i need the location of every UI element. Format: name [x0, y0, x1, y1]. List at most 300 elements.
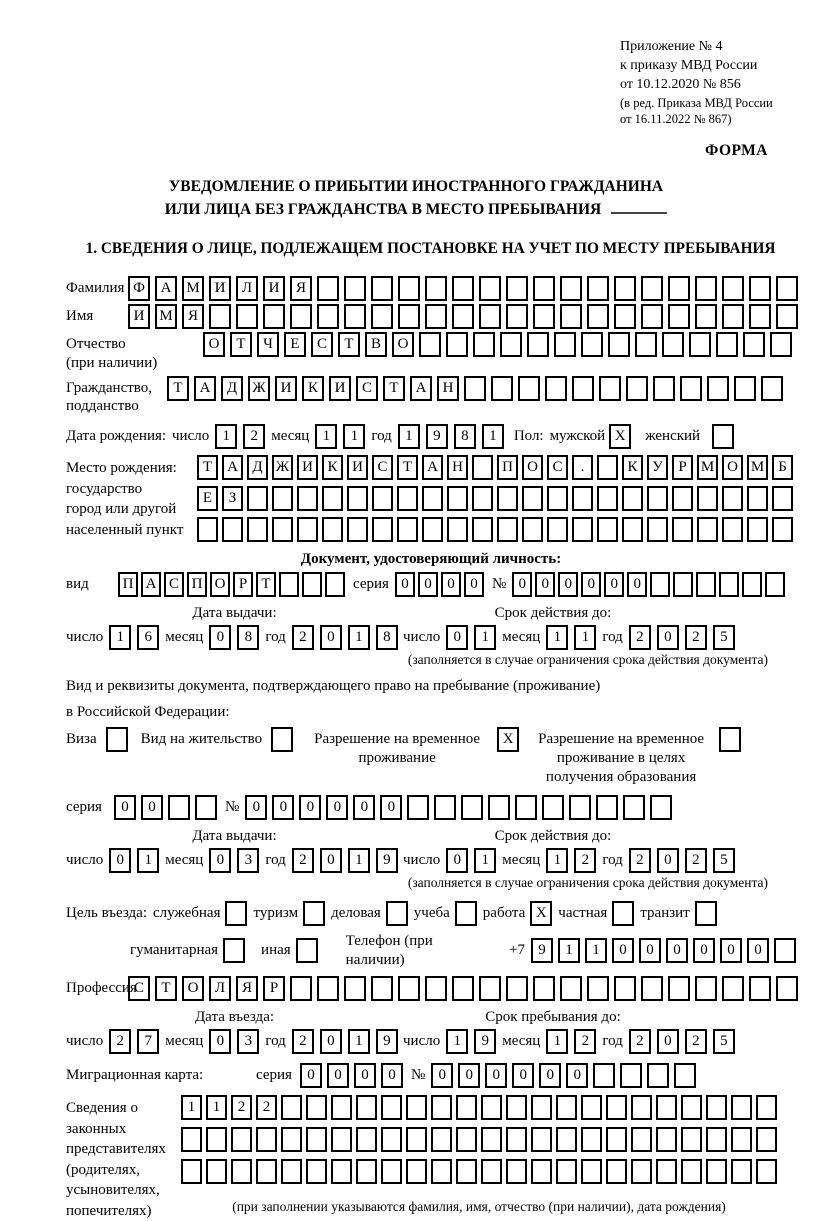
representatives-caption: (при заполнении указываются фамилия, имя, отчество (при наличии), дата рождения): [232, 1199, 726, 1215]
entry-month-cells: [209, 1029, 259, 1054]
identity-issue-year: [292, 625, 398, 650]
day-label: число: [403, 1033, 441, 1050]
char-cell: [776, 276, 798, 301]
char-cell: 0: [380, 795, 402, 820]
char-cell: [681, 1095, 702, 1120]
char-cell: [397, 517, 418, 542]
purpose-private: частная: [558, 901, 634, 926]
char-cell: [527, 332, 549, 357]
char-cell: [647, 1063, 669, 1088]
identity-doc-heading: Документ, удостоверяющий личность:: [300, 551, 562, 568]
patronymic-row: [66, 332, 796, 373]
char-cell: [398, 976, 420, 1001]
char-cell: Ч: [257, 332, 279, 357]
migration-card-row: [66, 1063, 796, 1088]
char-cell: 5: [713, 625, 735, 650]
birth-day-cells: [215, 424, 265, 449]
char-cell: П: [497, 455, 518, 480]
purpose-other: иная: [261, 938, 318, 963]
char-cell: [756, 1159, 777, 1184]
char-cell: 1: [546, 1029, 568, 1054]
char-cell: 1: [206, 1095, 227, 1120]
char-cell: [356, 1159, 377, 1184]
char-cell: [545, 376, 567, 401]
year-label: год: [602, 852, 623, 869]
identity-doc-row: [66, 572, 796, 597]
char-cell: [556, 1095, 577, 1120]
citizenship-label: Гражданство, подданство: [66, 379, 153, 415]
char-cell: [593, 1063, 615, 1088]
purpose-business-checkbox: [386, 901, 408, 926]
day-label: число: [403, 628, 441, 645]
stay-month-cells: [546, 1029, 596, 1054]
char-cell: [317, 976, 339, 1001]
char-cell: [631, 1159, 652, 1184]
migration-number-label: №: [410, 1067, 426, 1084]
char-cell: [597, 486, 618, 511]
char-cell: 0: [612, 938, 634, 963]
char-cell: [290, 976, 312, 1001]
char-cell: [597, 455, 618, 480]
char-cell: [231, 1159, 252, 1184]
char-cell: 9: [474, 1029, 496, 1054]
residence-dates: [66, 848, 796, 873]
char-cell: [608, 332, 630, 357]
birth-place-label: Место рождения: государство город или другой населенный пункт: [66, 460, 184, 538]
char-cell: [452, 276, 474, 301]
purpose-transit-checkbox: [695, 901, 717, 926]
day-label: число: [172, 428, 210, 445]
birth-date-group: [172, 424, 504, 449]
char-cell: 0: [272, 795, 294, 820]
month-label: месяц: [165, 628, 204, 645]
char-cell: 0: [581, 572, 601, 597]
identity-issue-month: [209, 625, 259, 650]
char-cell: 0: [320, 625, 342, 650]
char-cell: 5: [713, 1029, 735, 1054]
char-cell: [747, 486, 768, 511]
residence-issue-day: [109, 848, 159, 873]
form-title-line1: УВЕДОМЛЕНИЕ О ПРИБЫТИИ ИНОСТРАННОГО ГРАЖДАНИНА: [168, 177, 664, 195]
char-cell: 8: [376, 625, 398, 650]
migration-series-cells: [300, 1063, 403, 1088]
char-cell: [554, 332, 576, 357]
month-label: месяц: [502, 852, 541, 869]
month-label: месяц: [165, 1033, 204, 1050]
stay-until-heading: Срок пребывания до:: [485, 1009, 621, 1026]
char-cell: [722, 517, 743, 542]
name-label: Имя: [66, 308, 94, 325]
char-cell: [587, 304, 609, 329]
char-cell: 0: [431, 1063, 453, 1088]
purpose-label: Цель въезда:: [66, 905, 147, 922]
char-cell: К: [622, 455, 643, 480]
char-cell: [674, 1063, 696, 1088]
char-cell: [587, 276, 609, 301]
char-cell: И: [209, 276, 231, 301]
char-cell: [681, 1127, 702, 1152]
char-cell: [581, 1159, 602, 1184]
surname-cells: [128, 276, 798, 301]
char-cell: [209, 304, 231, 329]
month-label: месяц: [502, 1033, 541, 1050]
char-cell: П: [118, 572, 138, 597]
char-cell: Е: [197, 486, 218, 511]
sex-male-label: мужской: [549, 428, 606, 445]
char-cell: 0: [320, 848, 342, 873]
month-label: месяц: [271, 428, 310, 445]
char-cell: И: [275, 376, 297, 401]
char-cell: [372, 486, 393, 511]
doc-series-cells: [395, 572, 484, 597]
char-cell: 0: [209, 625, 231, 650]
char-cell: С: [356, 376, 378, 401]
birth-place-cells-row3: [197, 517, 793, 542]
residence-expiry-month: [546, 848, 596, 873]
char-cell: [596, 795, 618, 820]
char-cell: 0: [245, 795, 267, 820]
char-cell: [722, 486, 743, 511]
char-cell: [206, 1127, 227, 1152]
char-cell: 0: [747, 938, 769, 963]
char-cell: [518, 376, 540, 401]
char-cell: [623, 795, 645, 820]
edition-line: от 16.11.2022 № 867): [620, 111, 732, 126]
doc-number-cells: [512, 572, 785, 597]
char-cell: Р: [233, 572, 253, 597]
char-cell: [668, 976, 690, 1001]
identity-expiry-month: [546, 625, 596, 650]
char-cell: [722, 976, 744, 1001]
char-cell: [500, 332, 522, 357]
char-cell: С: [372, 455, 393, 480]
purpose-official-checkbox: [225, 901, 247, 926]
char-cell: 2: [629, 625, 651, 650]
char-cell: [425, 304, 447, 329]
purpose-private-checkbox: [612, 901, 634, 926]
char-cell: [452, 304, 474, 329]
char-cell: [317, 276, 339, 301]
expiry-date-heading: Срок действия до:: [494, 604, 612, 621]
char-cell: [731, 1095, 752, 1120]
char-cell: [695, 304, 717, 329]
char-cell: О: [522, 455, 543, 480]
char-cell: [774, 938, 796, 963]
char-cell: [731, 1159, 752, 1184]
char-cell: [456, 1095, 477, 1120]
residence-date-headings: [66, 827, 796, 846]
char-cell: 2: [685, 848, 707, 873]
char-cell: [697, 486, 718, 511]
char-cell: С: [164, 572, 184, 597]
char-cell: 2: [292, 848, 314, 873]
char-cell: [247, 486, 268, 511]
identity-expiry-year: [629, 625, 735, 650]
char-cell: 9: [531, 938, 553, 963]
representatives-cells-row2: [181, 1127, 777, 1152]
char-cell: [447, 517, 468, 542]
char-cell: [672, 517, 693, 542]
char-cell: [531, 1095, 552, 1120]
char-cell: [641, 976, 663, 1001]
char-cell: 0: [666, 938, 688, 963]
char-cell: [722, 276, 744, 301]
sex-male-checkbox: X: [609, 424, 631, 449]
char-cell: [247, 517, 268, 542]
option-visa: [66, 727, 128, 752]
purpose-other-checkbox: [296, 938, 318, 963]
option-temp-residence: [306, 727, 519, 768]
char-cell: [772, 486, 793, 511]
form-title: [36, 175, 796, 222]
char-cell: [706, 1127, 727, 1152]
char-cell: [533, 276, 555, 301]
name-cells: [128, 304, 798, 329]
char-cell: О: [722, 455, 743, 480]
char-cell: А: [155, 276, 177, 301]
char-cell: Ж: [248, 376, 270, 401]
char-cell: М: [155, 304, 177, 329]
forma-label: ФОРМА: [704, 142, 768, 160]
char-cell: [472, 486, 493, 511]
purpose-humanitarian: гуманитарная: [130, 938, 245, 963]
birth-date-row: [66, 424, 796, 449]
char-cell: [606, 1127, 627, 1152]
char-cell: 1: [574, 625, 596, 650]
stay-year-cells: [629, 1029, 735, 1054]
char-cell: [641, 304, 663, 329]
purpose-work: работа X: [483, 901, 553, 926]
char-cell: К: [322, 455, 343, 480]
char-cell: 2: [685, 1029, 707, 1054]
char-cell: 1: [446, 1029, 468, 1054]
char-cell: [347, 486, 368, 511]
year-label: год: [371, 428, 392, 445]
char-cell: [406, 1127, 427, 1152]
char-cell: [481, 1159, 502, 1184]
option-visa-label: Виза: [66, 731, 97, 748]
entry-date-group: [66, 1029, 403, 1054]
char-cell: [195, 795, 217, 820]
char-cell: Д: [221, 376, 243, 401]
char-cell: [614, 304, 636, 329]
char-cell: [707, 376, 729, 401]
purpose-row1: [66, 901, 796, 926]
char-cell: [547, 517, 568, 542]
char-cell: [497, 486, 518, 511]
char-cell: П: [187, 572, 207, 597]
char-cell: [581, 1095, 602, 1120]
char-cell: [506, 304, 528, 329]
char-cell: 9: [376, 1029, 398, 1054]
residence-options-row: [66, 727, 796, 786]
char-cell: [547, 486, 568, 511]
char-cell: М: [747, 455, 768, 480]
char-cell: [680, 376, 702, 401]
surname-label: Фамилия: [66, 280, 125, 297]
day-label: число: [66, 852, 104, 869]
char-cell: Ф: [128, 276, 150, 301]
char-cell: [522, 517, 543, 542]
char-cell: 1: [348, 848, 370, 873]
char-cell: [344, 276, 366, 301]
char-cell: [371, 276, 393, 301]
option-temp-residence-education-label: Разрешение на временное проживание в целях получения образования: [538, 731, 705, 785]
char-cell: [371, 304, 393, 329]
char-cell: [656, 1127, 677, 1152]
char-cell: М: [697, 455, 718, 480]
char-cell: 0: [604, 572, 624, 597]
char-cell: 0: [720, 938, 742, 963]
char-cell: [168, 795, 190, 820]
char-cell: [331, 1159, 352, 1184]
char-cell: [472, 455, 493, 480]
char-cell: О: [182, 976, 204, 1001]
char-cell: [695, 976, 717, 1001]
option-temp-residence-education-checkbox: [719, 727, 741, 752]
doc-kind-label: вид: [66, 575, 89, 592]
char-cell: 8: [237, 625, 259, 650]
option-temp-residence-education: [532, 727, 741, 786]
purpose-official: служебная: [153, 901, 248, 926]
doc-series-label: серия: [353, 575, 389, 592]
char-cell: 0: [299, 795, 321, 820]
char-cell: [297, 517, 318, 542]
char-cell: [181, 1159, 202, 1184]
char-cell: [279, 572, 299, 597]
char-cell: [776, 976, 798, 1001]
char-cell: [772, 517, 793, 542]
year-label: год: [265, 628, 286, 645]
char-cell: М: [182, 276, 204, 301]
birth-place-cells-row2: [197, 486, 793, 511]
char-cell: [222, 517, 243, 542]
char-cell: [381, 1159, 402, 1184]
char-cell: [650, 795, 672, 820]
char-cell: [206, 1159, 227, 1184]
char-cell: [491, 376, 513, 401]
day-label: число: [403, 852, 441, 869]
appendix-line: Приложение № 4: [620, 39, 723, 54]
char-cell: [765, 572, 785, 597]
char-cell: [626, 376, 648, 401]
option-residence-permit-label: Вид на жительство: [140, 731, 263, 748]
purpose-row2-phone: [130, 932, 796, 970]
char-cell: 0: [535, 572, 555, 597]
char-cell: [635, 332, 657, 357]
char-cell: [716, 332, 738, 357]
char-cell: 1: [474, 848, 496, 873]
char-cell: 0: [558, 572, 578, 597]
char-cell: [422, 517, 443, 542]
edition-line: (в ред. Приказа МВД России: [620, 95, 773, 110]
entry-date-heading: Дата въезда:: [194, 1009, 275, 1026]
char-cell: В: [365, 332, 387, 357]
char-cell: [770, 332, 792, 357]
issue-date-heading: Дата выдачи:: [192, 828, 277, 845]
entry-day-cells: [109, 1029, 159, 1054]
char-cell: 1: [348, 1029, 370, 1054]
char-cell: [696, 572, 716, 597]
char-cell: [281, 1159, 302, 1184]
residence-issue-year: [292, 848, 398, 873]
char-cell: [599, 376, 621, 401]
month-label: месяц: [502, 628, 541, 645]
char-cell: И: [347, 455, 368, 480]
char-cell: 0: [446, 848, 468, 873]
char-cell: [587, 976, 609, 1001]
char-cell: 5: [713, 848, 735, 873]
char-cell: [425, 276, 447, 301]
char-cell: [356, 1095, 377, 1120]
char-cell: [743, 332, 765, 357]
char-cell: [749, 276, 771, 301]
char-cell: [344, 976, 366, 1001]
char-cell: 0: [446, 625, 468, 650]
char-cell: 0: [512, 1063, 534, 1088]
char-cell: И: [329, 376, 351, 401]
residence-number-label: №: [225, 799, 240, 816]
char-cell: 1: [315, 424, 337, 449]
section1-heading: 1. СВЕДЕНИЯ О ЛИЦЕ, ПОДЛЕЖАЩЕМ ПОСТАНОВКЕ НА УЧЕТ ПО МЕСТУ ПРЕБЫВАНИЯ: [85, 240, 776, 258]
birth-date-label: Дата рождения:: [66, 428, 167, 445]
residence-series-label: серия: [66, 799, 102, 816]
char-cell: [290, 304, 312, 329]
char-cell: [272, 486, 293, 511]
char-cell: [641, 276, 663, 301]
profession-row: [66, 976, 796, 1001]
char-cell: [425, 976, 447, 1001]
year-label: год: [602, 628, 623, 645]
char-cell: 2: [256, 1095, 277, 1120]
char-cell: [673, 572, 693, 597]
char-cell: 1: [546, 848, 568, 873]
char-cell: 1: [558, 938, 580, 963]
char-cell: [281, 1127, 302, 1152]
char-cell: [581, 332, 603, 357]
char-cell: [302, 572, 322, 597]
option-temp-residence-checkbox: X: [497, 727, 519, 752]
char-cell: Я: [236, 976, 258, 1001]
residence-intro-line2: в Российской Федерации:: [66, 704, 230, 721]
char-cell: [620, 1063, 642, 1088]
char-cell: [706, 1095, 727, 1120]
char-cell: [689, 332, 711, 357]
char-cell: [479, 276, 501, 301]
char-cell: 0: [326, 795, 348, 820]
char-cell: Т: [230, 332, 252, 357]
char-cell: 1: [482, 424, 504, 449]
birth-place-cells-row1: [197, 455, 793, 480]
migration-series-label: серия: [256, 1067, 292, 1084]
char-cell: [631, 1095, 652, 1120]
surname-row: [66, 276, 796, 301]
char-cell: [431, 1159, 452, 1184]
identity-doc-date-headings: [66, 604, 796, 623]
appendix-line: к приказу МВД России: [620, 57, 758, 73]
char-cell: [479, 976, 501, 1001]
char-cell: 1: [546, 625, 568, 650]
char-cell: 2: [109, 1029, 131, 1054]
char-cell: [398, 304, 420, 329]
char-cell: [398, 276, 420, 301]
char-cell: 8: [454, 424, 476, 449]
identity-doc-dates: [66, 625, 796, 650]
char-cell: 1: [474, 625, 496, 650]
purpose-work-checkbox: X: [530, 901, 552, 926]
char-cell: [749, 304, 771, 329]
residence-number-cells: [245, 795, 672, 820]
